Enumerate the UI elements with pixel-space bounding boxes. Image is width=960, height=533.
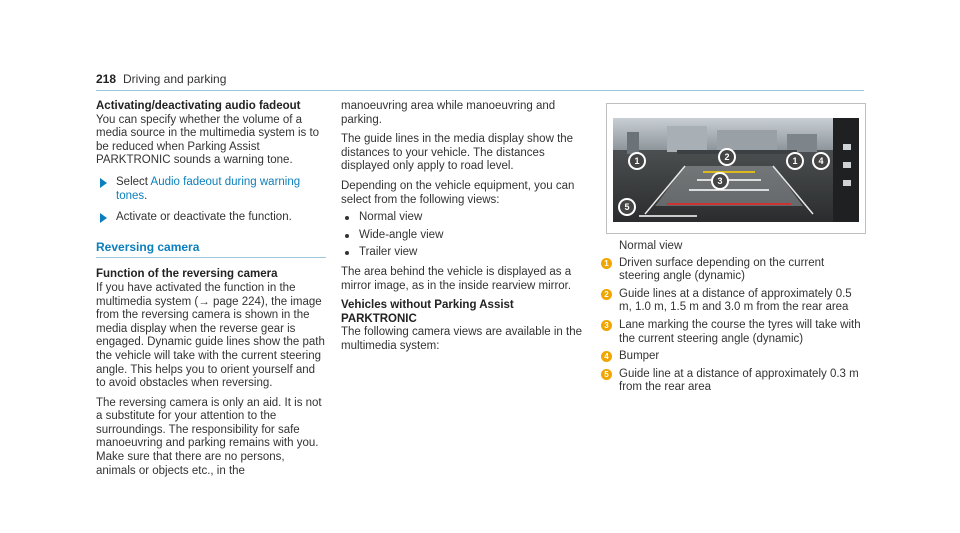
header-divider (96, 90, 864, 91)
bullet-icon (345, 216, 349, 220)
vehicles-title: Vehicles without Parking Assist PARKTRONIC (341, 299, 514, 325)
list-item (601, 368, 866, 395)
list-item (341, 246, 586, 260)
section-title: Driving and parking (123, 72, 227, 86)
action-arrow-icon (100, 213, 107, 223)
continued-text: manoeuvring area while manoeuvring and parking. (341, 100, 556, 126)
page-header (96, 72, 864, 90)
callout-text: Lane marking the course the tyres will take with the current steering angle (dynamic) (619, 318, 861, 345)
callout-text: Bumper (619, 350, 660, 363)
svg-text:4: 4 (818, 156, 824, 166)
function-title: Function of the reversing camera (96, 268, 278, 281)
mirror-text: The area behind the vehicle is displayed as a mirror image, as in the inside rearview mirror. (341, 265, 572, 292)
callout-text: Driven surface depending on the current steering angle (dynamic) (619, 256, 825, 283)
function-body-part-1: If you have activated the function in the multimedia system ( (96, 281, 296, 308)
step-text: Activate or deactivate the function. (116, 211, 292, 224)
svg-text:2: 2 (724, 152, 730, 162)
column-1 (96, 100, 326, 478)
figure-caption: Normal view (619, 240, 683, 252)
list-item (601, 288, 866, 315)
list-item (601, 257, 866, 284)
svg-text:1: 1 (792, 156, 798, 166)
column-2 (341, 100, 586, 354)
guide-lines-text: The guide lines in the media display show the distances to your vehicle. The distances displayed only apply to road level. (341, 133, 574, 173)
equipment-text: Depending on the vehicle equipment, you can select from the following views: (341, 179, 575, 206)
aid-body: The reversing camera is only an aid. It is not a substitute for your attention to the surroundings. The responsibility for safe manoeuvring and parking remains with you. Make sure that there are no persons, animals or objects etc., in the (96, 396, 322, 477)
vehicles-body: The following camera views are available in the multimedia system: (341, 326, 582, 352)
figure-legend (601, 240, 866, 395)
action-arrow-icon (100, 178, 107, 188)
page-ref-arrow-icon: → (198, 295, 210, 308)
function-body (96, 282, 326, 391)
page-number: 218 (96, 72, 117, 86)
audio-fadeout-body: You can specify whether the volume of a media source in the multimedia system is to be reduced when Parking Assist PARKTRONIC sounds a warning tone. (96, 113, 320, 167)
list-item (341, 211, 586, 225)
svg-text:5: 5 (624, 202, 630, 212)
function-body-part-2: ), the image from the reversing camera is shown in the media display when the reverse gear is engaged. Dynamic guide lines show the path the vehicle will take with the current steering angle. This helps you to orient yourself and to avoid obstacles when reversing. (96, 295, 325, 390)
bullet-icon (345, 251, 349, 255)
page-reference-link[interactable]: page 224 (212, 295, 261, 308)
bullet-icon (345, 234, 349, 238)
callout-badge: 4 (601, 351, 612, 362)
list-item (601, 350, 866, 364)
svg-text:1: 1 (634, 156, 640, 166)
list-item (341, 229, 586, 243)
step-suffix: . (144, 189, 148, 202)
callout-badge: 2 (601, 289, 612, 300)
svg-text:3: 3 (717, 176, 723, 186)
callout-badge: 1 (601, 258, 612, 269)
callout-badge: 3 (601, 320, 612, 331)
view-label: Trailer view (359, 246, 418, 259)
callout-text: Guide lines at a distance of approximately 0.5 m, 1.0 m, 1.5 m and 3.0 m from the rear area (619, 287, 852, 314)
action-step-select (96, 176, 326, 203)
audio-fadeout-setting-link[interactable]: Audio fadeout during warning tones (116, 175, 301, 202)
section-divider (96, 257, 326, 258)
view-list (341, 211, 586, 260)
column-3 (601, 100, 866, 399)
view-label: Normal view (359, 211, 423, 224)
callout-badge: 5 (601, 369, 612, 380)
action-step-activate (96, 211, 326, 225)
step-prefix: Select (116, 175, 151, 188)
view-label: Wide-angle view (359, 228, 444, 241)
audio-fadeout-title: Activating/deactivating audio fadeout (96, 100, 301, 112)
section-heading-reversing-camera: Reversing camera (96, 239, 200, 254)
list-item (601, 319, 866, 346)
callout-text: Guide line at a distance of approximately 0.3 m from the rear area (619, 367, 859, 394)
